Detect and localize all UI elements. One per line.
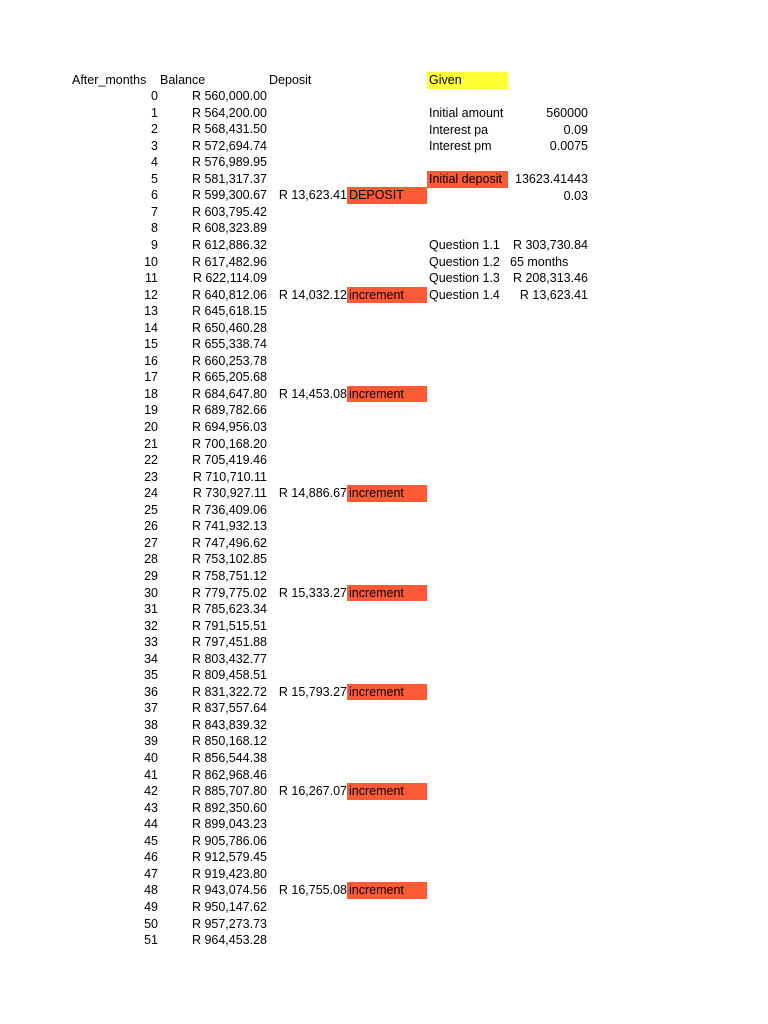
initial-deposit-label[interactable]: Initial deposit <box>427 171 508 188</box>
month-cell[interactable]: 44 <box>144 817 158 832</box>
balance-cell[interactable]: R 843,839.32 <box>191 717 267 732</box>
month-cell[interactable]: 37 <box>144 701 158 716</box>
month-cell[interactable]: 38 <box>144 717 158 732</box>
increment-tag[interactable]: increment <box>347 485 427 502</box>
month-cell[interactable]: 23 <box>144 469 158 484</box>
balance-cell[interactable]: R 850,168.12 <box>191 734 267 749</box>
initial-amount-label[interactable]: Initial amount <box>429 106 504 120</box>
initial-amount-value[interactable]: 560000 <box>546 106 588 120</box>
balance-cell[interactable]: R 943,074.56 <box>191 883 267 898</box>
deposit-cell[interactable]: R 13,623.41 <box>278 188 347 203</box>
month-cell[interactable]: 40 <box>144 751 158 765</box>
month-cell[interactable]: 46 <box>144 850 158 865</box>
balance-cell[interactable]: R 747,496.62 <box>191 535 267 550</box>
balance-cell[interactable]: R 758,751.12 <box>191 568 267 583</box>
month-cell[interactable]: 49 <box>144 899 158 914</box>
deposit-cell[interactable]: R 14,032.12 <box>278 287 347 302</box>
balance-cell[interactable]: R 640,812.06 <box>191 287 267 302</box>
deposit-cell[interactable]: R 16,755.08 <box>278 883 347 898</box>
balance-cell[interactable]: R 964,453.28 <box>191 933 267 948</box>
month-cell[interactable]: 0 <box>151 89 158 103</box>
balance-cell[interactable]: R 705,419.46 <box>191 453 267 468</box>
balance-cell[interactable]: R 665,205.68 <box>191 370 267 385</box>
interest-pa-label[interactable]: Interest pa <box>429 122 489 137</box>
month-cell[interactable]: 29 <box>144 568 158 583</box>
header-after-months[interactable]: After_months <box>72 73 147 87</box>
month-cell[interactable]: 28 <box>144 552 158 567</box>
balance-cell[interactable]: R 572,694.74 <box>191 138 267 153</box>
month-cell[interactable]: 6 <box>151 188 158 203</box>
balance-cell[interactable]: R 791,515.51 <box>191 618 267 633</box>
month-cell[interactable]: 35 <box>144 668 158 683</box>
question-1-1-value[interactable]: R 303,730.84 <box>512 238 588 252</box>
deposit-tag[interactable]: DEPOSIT <box>347 187 427 204</box>
balance-cell[interactable]: R 564,200.00 <box>191 105 267 120</box>
header-deposit[interactable]: Deposit <box>269 73 312 87</box>
month-cell[interactable]: 30 <box>144 585 158 600</box>
balance-cell[interactable]: R 684,647.80 <box>191 386 267 401</box>
month-cell[interactable]: 4 <box>151 155 158 170</box>
increment-tag[interactable]: increment <box>347 386 427 403</box>
month-cell[interactable]: 50 <box>144 916 158 931</box>
month-cell[interactable]: 32 <box>144 618 158 633</box>
balance-cell[interactable]: R 730,927.11 <box>192 486 267 501</box>
balance-cell[interactable]: R 831,322.72 <box>191 684 267 699</box>
balance-cell[interactable]: R 892,350.60 <box>191 800 267 815</box>
balance-cell[interactable]: R 779,775.02 <box>191 585 267 600</box>
month-cell[interactable]: 5 <box>151 171 158 186</box>
month-cell[interactable]: 25 <box>144 502 158 517</box>
balance-cell[interactable]: R 885,707.80 <box>191 784 267 799</box>
month-cell[interactable]: 12 <box>144 287 158 302</box>
balance-cell[interactable]: R 785,623.34 <box>191 602 267 617</box>
month-cell[interactable]: 18 <box>144 386 158 401</box>
balance-cell[interactable]: R 608,323.89 <box>191 221 267 236</box>
given-label[interactable]: Given <box>427 72 508 89</box>
deposit-cell[interactable]: R 14,886.67 <box>278 486 347 501</box>
interest-pm-value[interactable]: 0.0075 <box>549 139 588 153</box>
question-1-3-value[interactable]: R 208,313.46 <box>512 271 588 285</box>
increment-tag[interactable]: increment <box>347 783 427 800</box>
deposit-cell[interactable]: R 16,267.07 <box>278 784 347 799</box>
balance-cell[interactable]: R 660,253.78 <box>191 353 267 368</box>
month-cell[interactable]: 19 <box>144 403 158 418</box>
month-cell[interactable]: 26 <box>144 519 158 534</box>
balance-cell[interactable]: R 862,968.46 <box>191 767 267 782</box>
month-cell[interactable]: 13 <box>144 304 158 319</box>
balance-cell[interactable]: R 753,102.85 <box>191 552 267 567</box>
balance-cell[interactable]: R 741,932.13 <box>191 519 267 534</box>
month-cell[interactable]: 3 <box>151 138 158 153</box>
month-cell[interactable]: 24 <box>144 486 158 501</box>
month-cell[interactable]: 1 <box>151 105 158 120</box>
balance-cell[interactable]: R 612,886.32 <box>191 237 267 252</box>
deposit-cell[interactable]: R 15,333.27 <box>278 585 347 600</box>
month-cell[interactable]: 10 <box>144 254 158 269</box>
balance-cell[interactable]: R 581,317.37 <box>191 171 267 186</box>
month-cell[interactable]: 9 <box>151 237 158 252</box>
month-cell[interactable]: 42 <box>144 784 158 799</box>
month-cell[interactable]: 11 <box>145 271 158 286</box>
balance-cell[interactable]: R 797,451.88 <box>191 635 267 650</box>
month-cell[interactable]: 34 <box>144 651 158 666</box>
header-balance[interactable]: Balance <box>160 73 206 87</box>
month-cell[interactable]: 41 <box>144 767 158 782</box>
month-cell[interactable]: 31 <box>144 602 158 617</box>
balance-cell[interactable]: R 599,300.67 <box>191 188 267 203</box>
balance-cell[interactable]: R 700,168.20 <box>191 436 267 451</box>
balance-cell[interactable]: R 576,989.95 <box>191 155 267 170</box>
increment-rate-value[interactable]: 0.03 <box>563 188 588 203</box>
increment-tag[interactable]: increment <box>347 585 427 602</box>
increment-tag[interactable]: increment <box>347 287 427 304</box>
deposit-cell[interactable]: R 15,793.27 <box>278 684 347 699</box>
balance-cell[interactable]: R 803,432.77 <box>191 651 267 666</box>
month-cell[interactable]: 21 <box>144 436 158 451</box>
deposit-cell[interactable]: R 14,453.08 <box>278 386 347 401</box>
balance-cell[interactable]: R 856,544.38 <box>191 751 267 765</box>
month-cell[interactable]: 51 <box>144 933 158 948</box>
month-cell[interactable]: 16 <box>144 353 158 368</box>
balance-cell[interactable]: R 912,579.45 <box>191 850 267 865</box>
question-1-4-value[interactable]: R 13,623.41 <box>519 287 588 302</box>
month-cell[interactable]: 7 <box>151 204 158 219</box>
month-cell[interactable]: 17 <box>144 370 158 385</box>
balance-cell[interactable]: R 655,338.74 <box>191 337 267 352</box>
balance-cell[interactable]: R 957,273.73 <box>191 916 267 931</box>
balance-cell[interactable]: R 603,795.42 <box>191 204 267 219</box>
month-cell[interactable]: 27 <box>144 535 158 550</box>
question-1-1-label[interactable]: Question 1.1 <box>429 238 500 252</box>
month-cell[interactable]: 33 <box>144 635 158 650</box>
balance-cell[interactable]: R 905,786.06 <box>191 833 267 848</box>
increment-tag[interactable]: increment <box>347 882 427 899</box>
question-1-2-label[interactable]: Question 1.2 <box>429 254 500 269</box>
balance-cell[interactable]: R 645,618.15 <box>191 304 267 319</box>
month-cell[interactable]: 45 <box>144 833 158 848</box>
balance-cell[interactable]: R 689,782.66 <box>191 403 267 418</box>
balance-cell[interactable]: R 736,409.06 <box>191 502 267 517</box>
increment-tag[interactable]: increment <box>347 684 427 701</box>
balance-cell[interactable]: R 919,423.80 <box>191 866 267 881</box>
balance-cell[interactable]: R 650,460.28 <box>191 320 267 335</box>
interest-pm-label[interactable]: Interest pm <box>429 139 492 153</box>
balance-cell[interactable]: R 899,043.23 <box>191 817 267 832</box>
question-1-3-label[interactable]: Question 1.3 <box>429 271 500 285</box>
month-cell[interactable]: 15 <box>144 337 158 352</box>
month-cell[interactable]: 8 <box>151 221 158 236</box>
month-cell[interactable]: 39 <box>144 734 158 749</box>
balance-cell[interactable]: R 568,431.50 <box>191 122 267 137</box>
month-cell[interactable]: 22 <box>144 453 158 468</box>
month-cell[interactable]: 48 <box>144 883 158 898</box>
month-cell[interactable]: 36 <box>144 684 158 699</box>
balance-cell[interactable]: R 617,482.96 <box>191 254 267 269</box>
balance-cell[interactable]: R 837,557.64 <box>191 701 267 716</box>
balance-cell[interactable]: R 950,147.62 <box>191 899 267 914</box>
initial-deposit-value[interactable]: 13623.41443 <box>515 172 588 186</box>
month-cell[interactable]: 43 <box>144 800 158 815</box>
month-cell[interactable]: 2 <box>151 122 158 137</box>
question-1-2-value[interactable]: 65 months <box>510 254 569 269</box>
balance-cell[interactable]: R 809,458.51 <box>191 668 267 683</box>
month-cell[interactable]: 47 <box>144 866 158 881</box>
balance-cell[interactable]: R 622,114.09 <box>192 271 267 286</box>
month-cell[interactable]: 14 <box>144 320 158 335</box>
interest-pa-value[interactable]: 0.09 <box>563 122 588 137</box>
question-1-4-label[interactable]: Question 1.4 <box>429 287 500 302</box>
month-cell[interactable]: 20 <box>144 420 158 434</box>
balance-cell[interactable]: R 560,000.00 <box>191 89 267 103</box>
balance-cell[interactable]: R 694,956.03 <box>191 420 267 434</box>
balance-cell[interactable]: R 710,710.11 <box>192 469 267 484</box>
